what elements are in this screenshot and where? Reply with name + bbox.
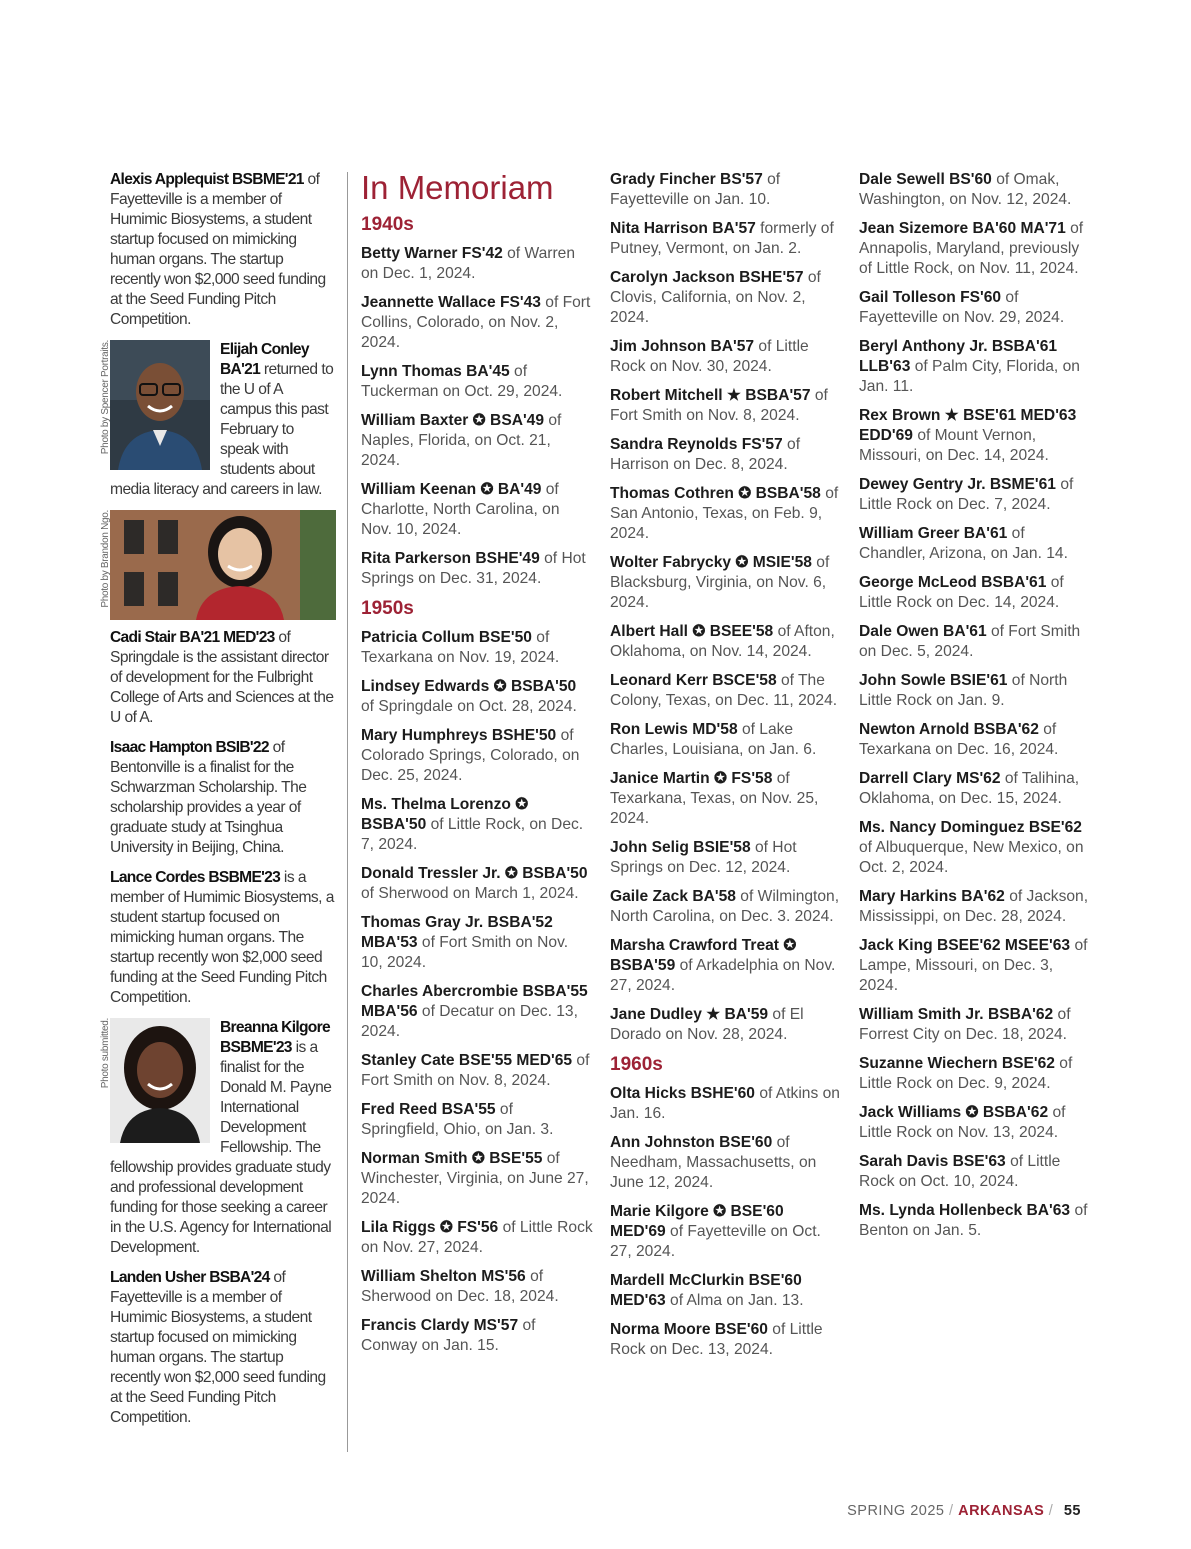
memoriam-entry [859,1201,1091,1241]
entry-name: Donald Tressler Jr. ✪ BSBA'50 [361,865,588,882]
memoriam-entry [859,720,1091,760]
memoriam-entry [610,484,842,544]
entry-name: Leonard Kerr BSCE'58 [610,672,777,689]
memoriam-entry [610,386,842,426]
memoriam-entry [361,677,593,717]
memoriam-entry [859,475,1091,515]
memoriam-entry [859,337,1091,397]
entry-name: Wolter Fabrycky ✪ MSIE'58 [610,554,812,571]
note-name: Alexis Applequist BSBME'21 [110,171,304,188]
memoriam-entry [361,362,593,402]
entry-name: Dewey Gentry Jr. BSME'61 [859,476,1056,493]
memoriam-entry [361,726,593,786]
memoriam-entry [610,720,842,760]
entry-text: of Palm City, Florida, on Jan. 11. [859,358,1080,395]
entry-name: Sandra Reynolds FS'57 [610,436,783,453]
entry-name: Charles Abercrombie BSBA'55 MBA'56 [361,983,588,1020]
memoriam-entry [361,1218,593,1258]
column-divider [347,172,348,1452]
note-text: of Bentonville is a finalist for the Schwarzman Scholarship. The scholarship provides a year of graduate study at Tsinghua University in Beijing, China. [110,739,307,856]
memoriam-entry [610,1133,842,1193]
entry-text: of Fort Collins, Colorado, on Nov. 2, 2024. [361,294,591,351]
entry-name: Lynn Thomas BA'45 [361,363,510,380]
entry-text: of Little Rock on Nov. 30, 2024. [610,338,809,375]
entry-name: Thomas Gray Jr. BSBA'52 MBA'53 [361,914,553,951]
decade-heading-1960s: 1960s [610,1054,663,1075]
memoriam-entry [610,219,842,259]
decade-heading-1950s: 1950s [361,598,414,619]
entry-text: of Charlotte, North Carolina, on Nov. 10, 2024. [361,481,560,538]
memoriam-column-3 [859,170,1091,1250]
entry-name: Suzanne Wiechern BSE'62 [859,1055,1055,1072]
note-text: returned to the U of A campus this past February to speak with students about media literacy and careers in law. [110,361,334,498]
entry-name: Ms. Nancy Dominguez BSE'62 [859,819,1082,836]
entry-name: Janice Martin ✪ FS'58 [610,770,773,787]
entry-name: Norman Smith ✪ BSE'55 [361,1150,543,1167]
note-name: Breanna Kilgore BSBME'23 [220,1019,330,1056]
class-notes-column [100,170,336,1438]
footer-separator: / [1048,1503,1054,1519]
entry-name: Ms. Thelma Lorenzo ✪ BSBA'50 [361,796,529,833]
memoriam-entry [859,406,1091,466]
memoriam-entry [610,671,842,711]
entry-name: Olta Hicks BSHE'60 [610,1085,755,1102]
entry-text: of Jackson, Mississippi, on Dec. 28, 2024. [859,888,1089,925]
memoriam-entry [361,549,593,589]
entry-name: Patricia Collum BSE'50 [361,629,532,646]
entry-text: of Lampe, Missouri, on Dec. 3, 2024. [859,937,1088,994]
page-number: 55 [1063,1503,1081,1519]
entry-name: Beryl Anthony Jr. BSBA'61 LLB'63 [859,338,1058,375]
entry-text: of Atkins on Jan. 16. [610,1085,840,1122]
entry-text: of Texarkana on Nov. 19, 2024. [361,629,560,666]
memoriam-entry [859,524,1091,564]
memoriam-entry [859,219,1091,279]
photo-credit: Photo by Spencer Portraits. [100,340,111,455]
entry-text: of El Dorado on Nov. 28, 2024. [610,1006,804,1043]
entry-name: Lila Riggs ✪ FS'56 [361,1219,499,1236]
entry-name: Ron Lewis MD'58 [610,721,738,738]
memoriam-entry [859,170,1091,210]
entry-name: Lindsey Edwards ✪ BSBA'50 [361,678,577,695]
memoriam-entry [610,435,842,475]
entry-text: of Blacksburg, Virginia, on Nov. 6, 2024. [610,554,830,611]
entry-name: Ann Johnston BSE'60 [610,1134,773,1151]
entry-name: Jack King BSEE'62 MSEE'63 [859,937,1071,954]
memoriam-entry [859,887,1091,927]
note-name: Isaac Hampton BSIB'22 [110,739,269,756]
class-note [110,170,336,330]
entry-text: of Little Rock on Dec. 13, 2024. [610,1321,823,1358]
photo-credit: Photo submitted. [100,1018,111,1089]
entry-text: of Chandler, Arizona, on Jan. 14. [859,525,1068,562]
entry-name: William Greer BA'61 [859,525,1008,542]
entry-name: William Shelton MS'56 [361,1268,526,1285]
entry-text: of Harrison on Dec. 8, 2024. [610,436,801,473]
entry-text: of Needham, Massachusetts, on June 12, 2024. [610,1134,817,1191]
entry-name: George McLeod BSBA'61 [859,574,1047,591]
entry-text: of Benton on Jan. 5. [859,1202,1088,1239]
memoriam-entry [361,1149,593,1209]
entry-name: Thomas Cothren ✪ BSBA'58 [610,485,821,502]
entry-text: of Little Rock, on Dec. 7, 2024. [361,816,584,853]
entry-text: of Arkadelphia on Nov. 27, 2024. [610,957,836,994]
class-note [110,738,336,858]
note-name: Cadi Stair BA'21 MED'23 [110,629,275,646]
memoriam-entry [610,268,842,328]
entry-name: Jean Sizemore BA'60 MA'71 [859,220,1066,237]
entry-text: of Little Rock on Nov. 27, 2024. [361,1219,593,1256]
note-text: of Fayetteville is a member of Humimic Biosystems, a student startup focused on mimicking human organs. The startup recently won $2,000 seed funding at the Seed Funding Pitch Competition. [110,1269,326,1426]
memoriam-entry [610,170,842,210]
note-name: Elijah Conley BA'21 [220,341,309,378]
page-footer [847,1503,1081,1519]
entry-text: of Tuckerman on Oct. 29, 2024. [361,363,563,400]
entry-name: Dale Sewell BS'60 [859,171,992,188]
entry-name: William Keenan ✪ BA'49 [361,481,542,498]
entry-text: of Conway on Jan. 15. [361,1317,536,1354]
entry-name: Marsha Crawford Treat ✪ BSBA'59 [610,937,797,974]
memoriam-entry [361,411,593,471]
entry-name: Fred Reed BSA'55 [361,1101,496,1118]
memoriam-entry [859,818,1091,878]
entry-name: Dale Owen BA'61 [859,623,987,640]
entry-name: Ms. Lynda Hollenbeck BA'63 [859,1202,1071,1219]
entry-text: of Fort Smith on Nov. 8, 2024. [610,387,828,424]
entry-name: Darrell Clary MS'62 [859,770,1001,787]
entry-name: Gaile Zack BA'58 [610,888,736,905]
portrait-photo-kilgore [100,1018,210,1143]
entry-text: of Little Rock on Oct. 10, 2024. [859,1153,1061,1190]
entry-text: of Hot Springs on Dec. 12, 2024. [610,839,797,876]
memoriam-entry [610,1202,842,1262]
entry-name: Gail Tolleson FS'60 [859,289,1002,306]
portrait-image [110,510,336,620]
class-note [100,1018,336,1258]
memoriam-entry [361,1316,593,1356]
memoriam-entry [610,553,842,613]
entry-name: Mary Harkins BA'62 [859,888,1005,905]
photo-credit: Photo by Brandon Ngo. [100,510,111,608]
entry-name: Robert Mitchell ★ BSBA'57 [610,387,811,404]
entry-name: Norma Moore BSE'60 [610,1321,768,1338]
entry-name: Rex Brown ★ BSE'61 MED'63 EDD'69 [859,407,1077,444]
entry-text: of Little Rock on Dec. 9, 2024. [859,1055,1073,1092]
entry-text: of Fort Smith on Nov. 8, 2024. [361,1052,590,1089]
entry-text: of Fayetteville on Oct. 27, 2024. [610,1223,821,1260]
entry-text: of Springdale on Oct. 28, 2024. [361,698,577,715]
entry-text: of Wilmington, North Carolina, on Dec. 3. 2024. [610,888,840,925]
class-note [110,628,336,728]
entry-name: Jane Dudley ★ BA'59 [610,1006,769,1023]
memoriam-entry [361,628,593,668]
memoriam-entry [610,1005,842,1045]
entry-name: Carolyn Jackson BSHE'57 [610,269,804,286]
entry-text: of Forrest City on Dec. 18, 2024. [859,1006,1071,1043]
memoriam-entry [361,480,593,540]
note-name: Lance Cordes BSBME'23 [110,869,281,886]
entry-text: of Mount Vernon, Missouri, on Dec. 14, 2024. [859,427,1049,464]
note-name: Landen Usher BSBA'24 [110,1269,270,1286]
memoriam-entry [361,244,593,284]
entry-text: of Clovis, California, on Nov. 2, 2024. [610,269,821,326]
entry-text: of Texarkana, Texas, on Nov. 25, 2024. [610,770,819,827]
entry-text: of Sherwood on March 1, 2024. [361,885,579,902]
entry-text: of Fayetteville on Jan. 10. [610,171,781,208]
entry-name: William Baxter ✪ BSA'49 [361,412,545,429]
memoriam-entry [610,936,842,996]
class-note [110,868,336,1008]
memoriam-entry [361,982,593,1042]
entry-text: of Decatur on Dec. 13, 2024. [361,1003,578,1040]
entry-text: of Lake Charles, Louisiana, on Jan. 6. [610,721,817,758]
memoriam-entry [859,288,1091,328]
entry-text: of Omak, Washington, on Nov. 12, 2024. [859,171,1072,208]
entry-name: Rita Parkerson BSHE'49 [361,550,540,567]
entry-name: Nita Harrison BA'57 [610,220,756,237]
note-text: is a member of Humimic Biosystems, a student startup focused on mimicking human organs. The startup recently won $2,000 seed funding at the Seed Funding Pitch Competition. [110,869,334,1006]
entry-name: Jim Johnson BA'57 [610,338,755,355]
entry-text: of Little Rock on Dec. 14, 2024. [859,574,1064,611]
note-text: is a finalist for the Donald M. Payne International Development Fellowship. The fellowship provides graduate study and professional development funding for those seeking a career in the U.S. Agency for International Development. [110,1039,332,1256]
memoriam-entry [610,769,842,829]
entry-name: William Smith Jr. BSBA'62 [859,1006,1054,1023]
entry-text: of North Little Rock on Jan. 9. [859,672,1068,709]
entry-text: of Little Rock on Dec. 7, 2024. [859,476,1074,513]
memoriam-column-2 [610,170,842,1369]
portrait-image [110,340,210,470]
memoriam-column-1 [361,170,593,1365]
class-note [100,340,336,500]
entry-name: Mary Humphreys BSHE'50 [361,727,557,744]
footer-season: SPRING 2025 [847,1503,945,1519]
entry-name: Betty Warner FS'42 [361,245,503,262]
entry-text: of Annapolis, Maryland, previously of Little Rock, on Nov. 11, 2024. [859,220,1084,277]
note-text: of Fayetteville is a member of Humimic Biosystems, a student startup focused on mimicking human organs. The startup recently won $2,000 seed funding at the Seed Funding Pitch Competition. [110,171,326,328]
entry-name: Marie Kilgore ✪ BSE'60 MED'69 [610,1203,784,1240]
memoriam-entry [859,936,1091,996]
memoriam-entry [361,795,593,855]
memoriam-entry [361,1051,593,1091]
note-text: of Springdale is the assistant director of development for the Fulbright College of Arts and Sciences at the U of A. [110,629,334,726]
entry-text: of Springfield, Ohio, on Jan. 3. [361,1101,554,1138]
entry-name: Albert Hall ✪ BSEE'58 [610,623,774,640]
memoriam-entry [361,913,593,973]
memoriam-entry [610,1271,842,1311]
entry-text: of The Colony, Texas, on Dec. 11, 2024. [610,672,838,709]
entry-text: of Afton, Oklahoma, on Nov. 14, 2024. [610,623,835,660]
entry-name: Francis Clardy MS'57 [361,1317,519,1334]
memoriam-title: In Memoriam [361,169,554,206]
entry-text: of San Antonio, Texas, on Feb. 9, 2024. [610,485,839,542]
memoriam-entry [610,337,842,377]
memoriam-entry [610,1084,842,1124]
entry-text: of Winchester, Virginia, on June 27, 2024. [361,1150,589,1207]
entry-text: of Fort Smith on Nov. 10, 2024. [361,934,569,971]
entry-text: of Sherwood on Dec. 18, 2024. [361,1268,559,1305]
entry-text: of Texarkana on Dec. 16, 2024. [859,721,1059,758]
memoriam-entry [859,671,1091,711]
entry-name: Stanley Cate BSE'55 MED'65 [361,1052,573,1069]
memoriam-entry [610,1320,842,1360]
entry-text: of Naples, Florida, on Oct. 21, 2024. [361,412,562,469]
memoriam-entry [859,573,1091,613]
entry-name: John Selig BSIE'58 [610,839,751,856]
entry-text: formerly of Putney, Vermont, on Jan. 2. [610,220,834,257]
memoriam-entry [859,622,1091,662]
memoriam-entry [859,1054,1091,1094]
entry-text: of Colorado Springs, Colorado, on Dec. 25, 2024. [361,727,580,784]
entry-text: of Fort Smith on Dec. 5, 2024. [859,623,1081,660]
decade-heading-1940s: 1940s [361,214,414,235]
memoriam-entry [361,1100,593,1140]
footer-magazine: ARKANSAS [958,1503,1045,1519]
memoriam-entry [361,293,593,353]
entry-name: Mardell McClurkin BSE'60 MED'63 [610,1272,802,1309]
entry-text: of Fayetteville on Nov. 29, 2024. [859,289,1065,326]
class-note [110,1268,336,1428]
entry-name: John Sowle BSIE'61 [859,672,1008,689]
entry-text: of Albuquerque, New Mexico, on Oct. 2, 2024. [859,839,1084,876]
memoriam-entry [361,1267,593,1307]
portrait-photo-conley [100,340,210,470]
memoriam-entry [610,622,842,662]
entry-text: of Little Rock on Nov. 13, 2024. [859,1104,1066,1141]
entry-text: of Alma on Jan. 13. [665,1292,804,1309]
memoriam-entry [859,1005,1091,1045]
portrait-photo-stair [100,510,336,620]
entry-name: Jack Williams ✪ BSBA'62 [859,1104,1049,1121]
memoriam-entry [859,1152,1091,1192]
entry-text: of Hot Springs on Dec. 31, 2024. [361,550,586,587]
portrait-image [110,1018,210,1143]
footer-separator: / [949,1503,954,1519]
entry-text: of Talihina, Oklahoma, on Dec. 15, 2024. [859,770,1080,807]
memoriam-entry [859,769,1091,809]
entry-name: Grady Fincher BS'57 [610,171,763,188]
memoriam-entry [859,1103,1091,1143]
memoriam-entry [610,887,842,927]
entry-name: Sarah Davis BSE'63 [859,1153,1006,1170]
entry-text: of Warren on Dec. 1, 2024. [361,245,576,282]
entry-name: Newton Arnold BSBA'62 [859,721,1039,738]
memoriam-entry [610,838,842,878]
memoriam-entry [361,864,593,904]
entry-name: Jeannette Wallace FS'43 [361,294,541,311]
